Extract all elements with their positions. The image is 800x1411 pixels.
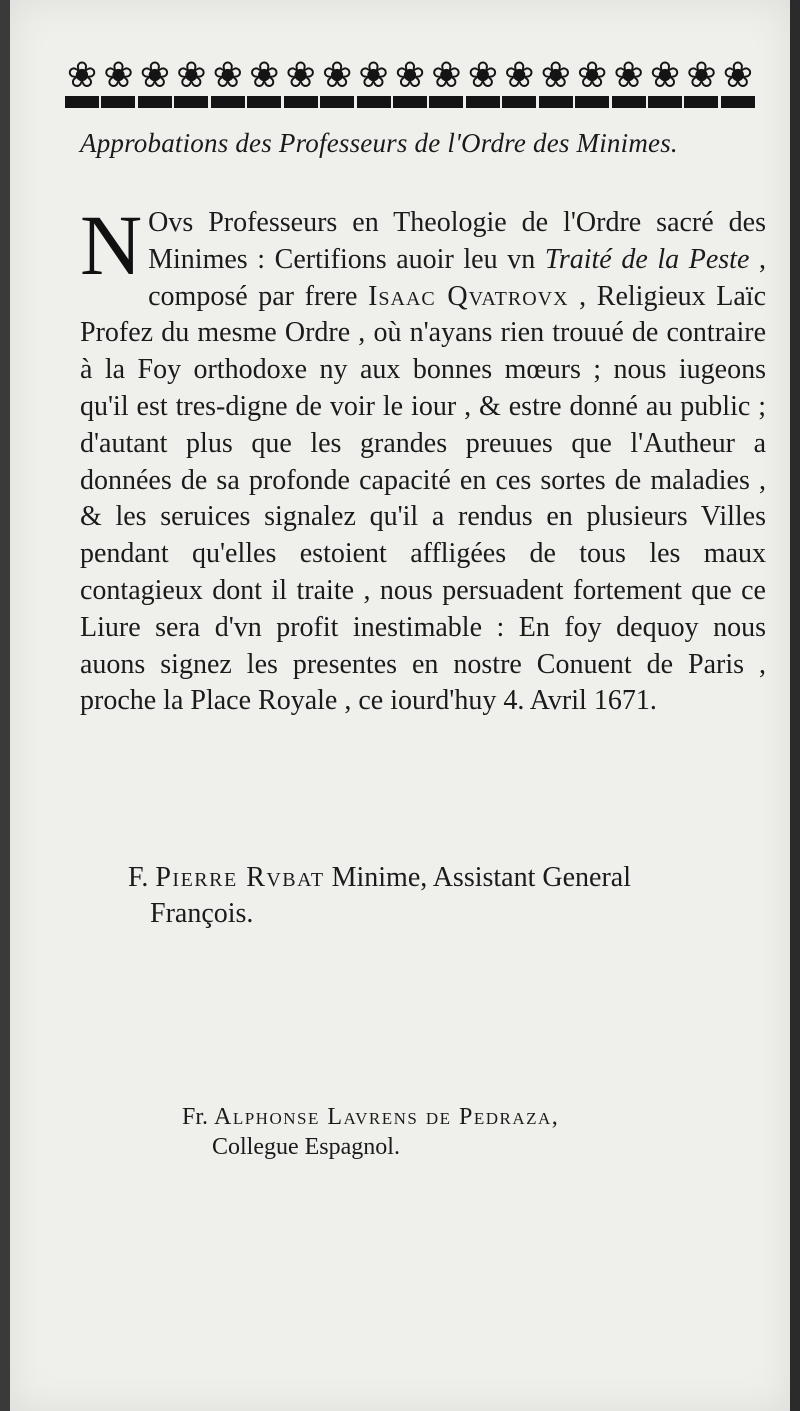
fleuron-icon: ❀ [138, 56, 172, 108]
fleuron-icon: ❀ [648, 56, 682, 108]
signature-1-name: Pierre Rvbat [155, 862, 325, 893]
signature-1-nation: François. [150, 898, 254, 929]
fleuron-icon: ❀ [721, 56, 755, 108]
fleuron-icon: ❀ [101, 56, 135, 108]
fleuron-icon: ❀ [575, 56, 609, 108]
book-page [10, 0, 790, 1411]
drop-cap: N [80, 197, 143, 293]
signature-2-name: Alphonse Lavrens de Pedraza, [214, 1104, 560, 1130]
approbation-part-2: , composé par frere [148, 243, 766, 312]
page-edge-shadow [790, 0, 800, 1411]
signature-1-title: Minime, Assistant General [331, 862, 631, 893]
fleuron-icon: ❀ [684, 56, 718, 108]
author-name: Isaac Qvatrovx [368, 280, 569, 312]
approbation-text [80, 197, 767, 720]
fleuron-icon: ❀ [65, 56, 99, 108]
fleuron-ornament-band [65, 50, 755, 108]
approbation-part-3: , Religieux Laïc Profez du mesme Ordre , où n'ayans rien trouué de contraire à la Foy orthodoxe ny aux bonnes mœurs ; nous iugeons qu'il est tres-digne de voir le iour , & estre donné au public ; d'autant plus que les grandes preuues que l'Autheur a données de sa profonde capacité en ces sortes de maladies , & les seruices signalez qu'il a rendus en plusieurs Villes pendant qu'elles estoient affligées de tous les maux contagieux dont il traite , nous persuadent fortement que ce Liure sera d'vn profit inestimable : En foy dequoy nous auons signez les presentes en nostre Conuent de Paris , proche la Place Royale , ce iourd'huy 4. Avril 1671. [80, 280, 767, 717]
fleuron-icon: ❀ [612, 56, 646, 108]
signature-pierre-rubat [128, 860, 768, 932]
fleuron-icon: ❀ [429, 56, 463, 108]
fleuron-icon: ❀ [284, 56, 318, 108]
page-heading: Approbations des Professeurs de l'Ordre des Minimes. [80, 128, 678, 158]
fleuron-icon: ❀ [357, 56, 391, 108]
fleuron-icon: ❀ [502, 56, 536, 108]
signature-1-prefix: F. [128, 862, 149, 893]
signature-alphonse-laurens [182, 1102, 742, 1162]
fleuron-icon: ❀ [211, 56, 245, 108]
signature-2-prefix: Fr. [182, 1104, 209, 1130]
approbation-part-1: Ovs Professeurs en Theologie de l'Ordre sacré des Minimes : Certifions auoir leu vn [148, 207, 766, 275]
fleuron-icon: ❀ [174, 56, 208, 108]
fleuron-icon: ❀ [466, 56, 500, 108]
fleuron-icon: ❀ [539, 56, 573, 108]
book-title: Traité de la Peste [544, 243, 750, 275]
fleuron-icon: ❀ [393, 56, 427, 108]
fleuron-icon: ❀ [247, 56, 281, 108]
fleuron-icon: ❀ [320, 56, 354, 108]
signature-2-title: Collegue Espagnol. [212, 1134, 400, 1160]
